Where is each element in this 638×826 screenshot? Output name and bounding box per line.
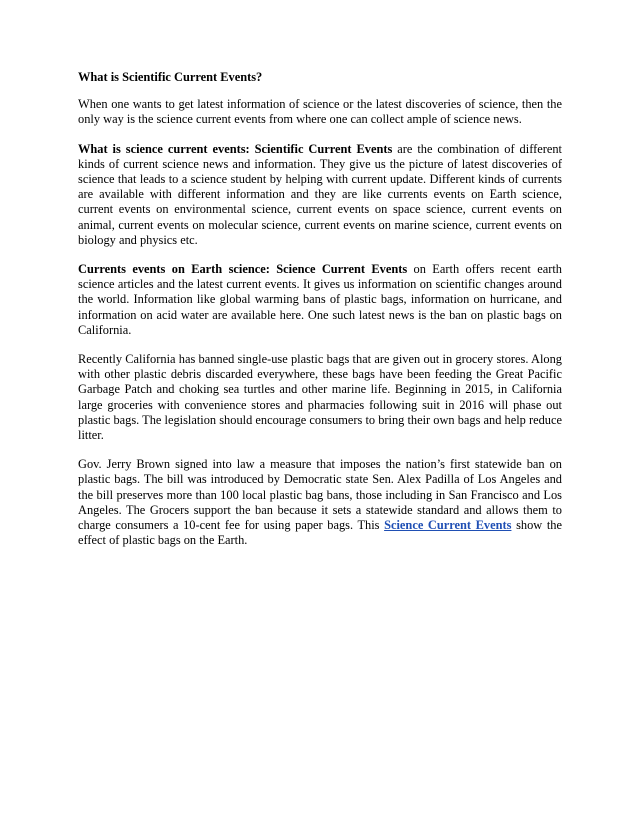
section-earth-science-lead: Currents events on Earth science: Science Current Events (78, 262, 408, 277)
section-earth-science (78, 262, 562, 338)
governor-law-body: Gov. Jerry Brown signed into law a measure that imposes the nation’s first statewide ban on plastic bags. The bill was introduced by Democratic state Sen. Alex Padilla of Los Angeles and the bill preserves more than 100 local plastic bag bans, those including in San Francisco and Los Angeles. The Grocers support the ban because it sets a statewide standard and allows them to charge consumers a 10-cent fee for using paper bags. This (78, 457, 562, 533)
intro-paragraph: When one wants to get latest information of science or the latest discoveries of science, then the only way is the science current events from where one can collect ample of science news. (78, 97, 562, 127)
section-earth-science-body: on Earth offers recent earth science articles and the latest current events. It gives us information on scientific changes around the world. Information like global warming bans of plastic bags, information on hurricane, and information on acid water are available here. One such latest news is the ban on plastic bags on California. (78, 262, 562, 337)
california-ban-paragraph: Recently California has banned single-use plastic bags that are given out in grocery stores. Along with other plastic debris discarded everywhere, these bags have been feeding the Great Pacific Garbage Patch and choking sea turtles and other marine life. Beginning in 2015, in California large groceries with convenience stores and pharmacies following suit in 2016 will phase out plastic bags. The legislation should encourage consumers to bring their own bags and help reduce litter. (78, 352, 562, 443)
science-current-events-link[interactable]: Science Current Events (384, 518, 512, 533)
document-title: What is Scientific Current Events? (78, 70, 263, 84)
section-science-current-events-lead: What is science current events: Scientific Current Events (78, 141, 393, 156)
section-science-current-events (78, 142, 562, 248)
governor-law-tail: show the effect of plastic bags on the Earth. (78, 518, 562, 548)
section-science-current-events-body: are the combination of different kinds of current science news and information. They give us the picture of latest discoveries of science that leads to a science student by helping with current update. Different kinds of currents are available with different information and they are like currents events on Earth science, current events on environmental science, current events on space science, current events on animal, current events on molecular science, current events on marine science, current events on biology and physics etc. (78, 141, 562, 247)
document-page (78, 70, 562, 562)
governor-law-paragraph (78, 457, 562, 548)
